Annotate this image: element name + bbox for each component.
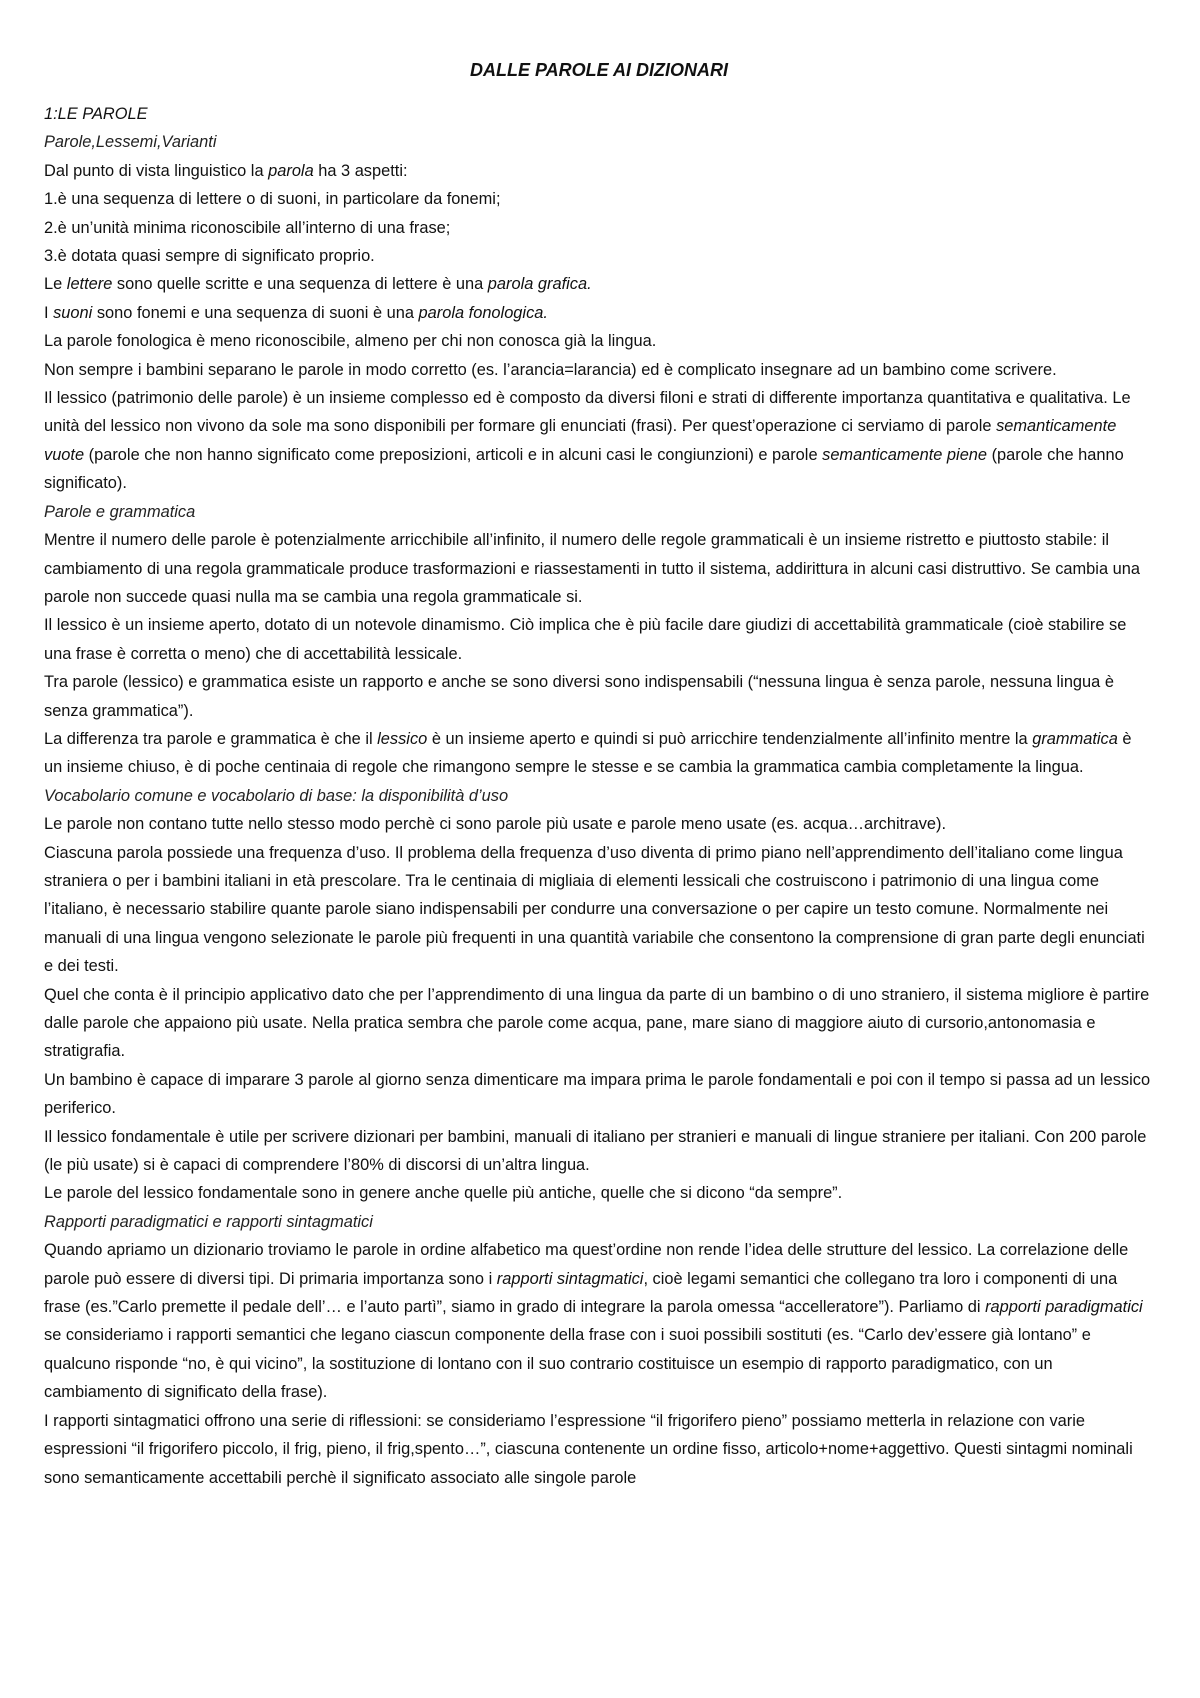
paragraph: Il lessico è un insieme aperto, dotato di un notevole dinamismo. Ciò implica che è più facile dare giudizi di accettabilità grammaticale (cioè stabilire se una frase è corretta o meno) che di accettabilità lessicale. [44, 616, 1127, 663]
list-item: 2.è un’unità minima riconoscibile all’interno di una frase; [44, 218, 451, 237]
subsection-heading: Parole e grammatica [44, 502, 196, 521]
paragraph: Le lettere sono quelle scritte e una sequenza di lettere è una parola grafica. [44, 275, 592, 294]
paragraph: Le parole del lessico fondamentale sono in genere anche quelle più antiche, quelle che si dicono “da sempre”. [44, 1184, 843, 1203]
paragraph: I suoni sono fonemi e una sequenza di suoni è una parola fonologica. [44, 303, 548, 322]
document-body [44, 56, 1154, 1492]
paragraph: Non sempre i bambini separano le parole in modo corretto (es. l’arancia=larancia) ed è complicato insegnare ad un bambino come scrivere. [44, 360, 1057, 379]
subsection-heading: Vocabolario comune e vocabolario di base: la disponibilità d’uso [44, 786, 509, 805]
subsection-heading: Rapporti paradigmatici e rapporti sintagmatici [44, 1212, 373, 1231]
paragraph: Quel che conta è il principio applicativo dato che per l’apprendimento di una lingua da parte di un bambino o di uno straniero, il sistema migliore è partire dalle parole che appaiono più usate. Nella pratica sembra che parole come acqua, pane, mare siano di maggiore aiuto di cursorio,antonomasia e stratigrafia. [44, 985, 1150, 1061]
paragraph: La differenza tra parole e grammatica è che il lessico è un insieme aperto e quindi si può arricchire tendenzialmente all’infinito mentre la grammatica è un insieme chiuso, è di poche centinaia di regole che rimangono sempre le stesse e se cambia la grammatica cambia completamente la lingua. [44, 729, 1132, 777]
paragraph: La parole fonologica è meno riconoscibile, almeno per chi non conosca già la lingua. [44, 332, 657, 351]
paragraph: Quando apriamo un dizionario troviamo le parole in ordine alfabetico ma quest’ordine non rende l’idea delle strutture del lessico. La correlazione delle parole può essere di diversi tipi. Di primaria importanza sono i rapporti sintagmatici, cioè legami semantici che collegano tra loro i componenti di una frase (es.”Carlo premette il pedale dell’… e l’auto partì”, siamo in grado di integrare la parola omessa “accelleratore”). Parliamo di rapporti paradigmatici se consideriamo i rapporti semantici che legano ciascun componente della frase con i suoi possibili sostituti (es. “Carlo dev’essere già lontano” e qualcuno risponde “no, è qui vicino”, la sostituzione di lontano con il suo contrario costituisce un esempio di rapporto paradigmatico, con un cambiamento di significato della frase). [44, 1241, 1143, 1402]
paragraph: Le parole non contano tutte nello stesso modo perchè ci sono parole più usate e parole meno usate (es. acqua…architrave). [44, 815, 947, 834]
paragraph: Un bambino è capace di imparare 3 parole al giorno senza dimenticare ma impara prima le parole fondamentali e poi con il tempo si passa ad un lessico periferico. [44, 1070, 1151, 1118]
paragraph: Ciascuna parola possiede una frequenza d’uso. Il problema della frequenza d’uso diventa di primo piano nell’apprendimento dell’italiano come lingua straniera o per i bambini italiani in età prescolare. Tra le centinaia di migliaia di elementi lessicali che costruiscono i patrimonio di una lingua come l’italiano, è necessario stabilire quante parole siano indispensabili per condurre una conversazione o per capire un testo comune. Normalmente nei manuali di una lingua vengono selezionate le parole più frequenti in una quantità variabile che consentono la comprensione di gran parte degli enunciati e dei testi. [44, 843, 1145, 976]
paragraph: Tra parole (lessico) e grammatica esiste un rapporto e anche se sono diversi sono indispensabili (“nessuna lingua è senza parole, nessuna lingua è senza grammatica”). [44, 673, 1114, 720]
document-title: DALLE PAROLE AI DIZIONARI [470, 60, 728, 80]
subsection-heading: Parole,Lessemi,Varianti [44, 133, 217, 152]
section-heading: 1:LE PAROLE [44, 105, 148, 123]
paragraph: Il lessico fondamentale è utile per scrivere dizionari per bambini, manuali di italiano per stranieri e manuali di lingue straniere per italiani. Con 200 parole (le più usate) si è capaci di comprendere l’80% di discorsi di un’altra lingua. [44, 1127, 1147, 1175]
paragraph: I rapporti sintagmatici offrono una serie di riflessioni: se consideriamo l’espressione “il frigorifero pieno” possiamo metterla in relazione con varie espressioni “il frigorifero piccolo, il frig, pieno, il frig,spento…”, ciascuna contenente un ordine fisso, articolo+nome+aggettivo. Questi sintagmi nominali sono semanticamente accettabili perchè il significato associato alle singole parole [44, 1411, 1133, 1487]
paragraph: Il lessico (patrimonio delle parole) è un insieme complesso ed è composto da diversi filoni e strati di differente importanza quantitativa e qualitativa. Le unità del lessico non vivono da sole ma sono disponibili per formare gli enunciati (frasi). Per quest’operazione ci serviamo di parole semanticamente vuote (parole che non hanno significato come preposizioni, articoli e in alcuni casi le congiunzioni) e parole semanticamente piene (parole che hanno significato). [44, 389, 1131, 493]
list-item: 3.è dotata quasi sempre di significato proprio. [44, 247, 375, 266]
paragraph: Dal punto di vista linguistico la parola ha 3 aspetti: [44, 161, 408, 180]
list-item: 1.è una sequenza di lettere o di suoni, in particolare da fonemi; [44, 190, 501, 209]
paragraph: Mentre il numero delle parole è potenzialmente arricchibile all’infinito, il numero delle regole grammaticali è un insieme ristretto e piuttosto stabile: il cambiamento di una regola grammaticale produce trasformazioni e riassestamenti in tutto il sistema, addirittura in alcuni casi distruttivo. Se cambia una parole non succede quasi nulla ma se cambia una regola grammaticale si. [44, 531, 1140, 606]
